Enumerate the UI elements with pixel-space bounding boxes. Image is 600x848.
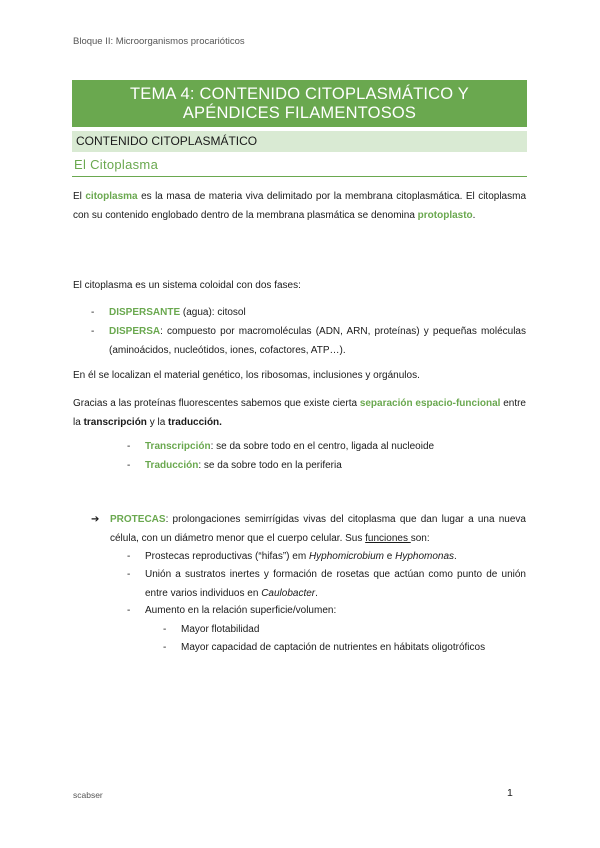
list-item: - DISPERSANTE (agua): citosol <box>91 307 246 318</box>
subheading: El Citoplasma <box>74 157 159 172</box>
paragraph-protecas: ➔ PROTECAS: prolongaciones semirrígidas vivas del citoplasma que dan lugar a una nueva célula, con un diámetro menor que el cuerpo celular. Sus funciones son: <box>91 510 526 548</box>
footer-author: scabser <box>73 790 103 800</box>
list-item: - Mayor capacidad de captación de nutrientes en hábitats oligotróficos <box>163 642 486 653</box>
list-item: - Aumento en la relación superficie/volumen: <box>127 605 337 616</box>
paragraph-citoplasma: El citoplasma es la masa de materia viva delimitado por la membrana citoplasmática. El citoplasma con su contenido englobado dentro de la membrana plasmática se denomina protoplasto. <box>73 191 527 221</box>
list-item: - DISPERSA: compuesto por macromoléculas (ADN, ARN, proteínas) y pequeñas moléculas (aminoácidos, nucleótidos, iones, cofactores, ATP…). <box>91 326 526 356</box>
section-heading: CONTENIDO CITOPLASMÁTICO <box>72 131 527 152</box>
paragraph-proteinas-fluorescentes: Gracias a las proteínas fluorescentes sabemos que existe cierta separación espacio-funcional entre la transcripción y la traducción. <box>73 398 526 428</box>
page-number: 1 <box>507 787 513 799</box>
list-item: - Transcripción: se da sobre todo en el centro, ligada al nucleoide <box>127 441 435 452</box>
paragraph-sistema-coloidal: El citoplasma es un sistema coloidal con dos fases: <box>73 280 301 291</box>
title-line-1: TEMA 4: CONTENIDO CITOPLASMÁTICO Y <box>130 84 469 103</box>
paragraph-localizacion: En él se localizan el material genético, los ribosomas, inclusiones y orgánulos. <box>73 370 420 381</box>
list-item: - Prostecas reproductivas (“hifas”) em Hyphomicrobium e Hyphomonas. <box>127 551 457 562</box>
page-title <box>72 80 527 127</box>
title-line-2: APÉNDICES FILAMENTOSOS <box>182 103 417 122</box>
subheading-rule <box>72 176 527 177</box>
list-item: - Unión a sustratos inertes y formación de rosetas que actúan como punto de unión entre varios individuos en Caulobacter. <box>127 569 526 599</box>
running-header: Bloque II: Microorganismos procarióticos <box>73 36 245 47</box>
arrow-icon: ➔ <box>91 514 100 525</box>
list-item: - Mayor flotabilidad <box>163 624 260 635</box>
list-item: - Traducción: se da sobre todo en la periferia <box>127 460 342 471</box>
